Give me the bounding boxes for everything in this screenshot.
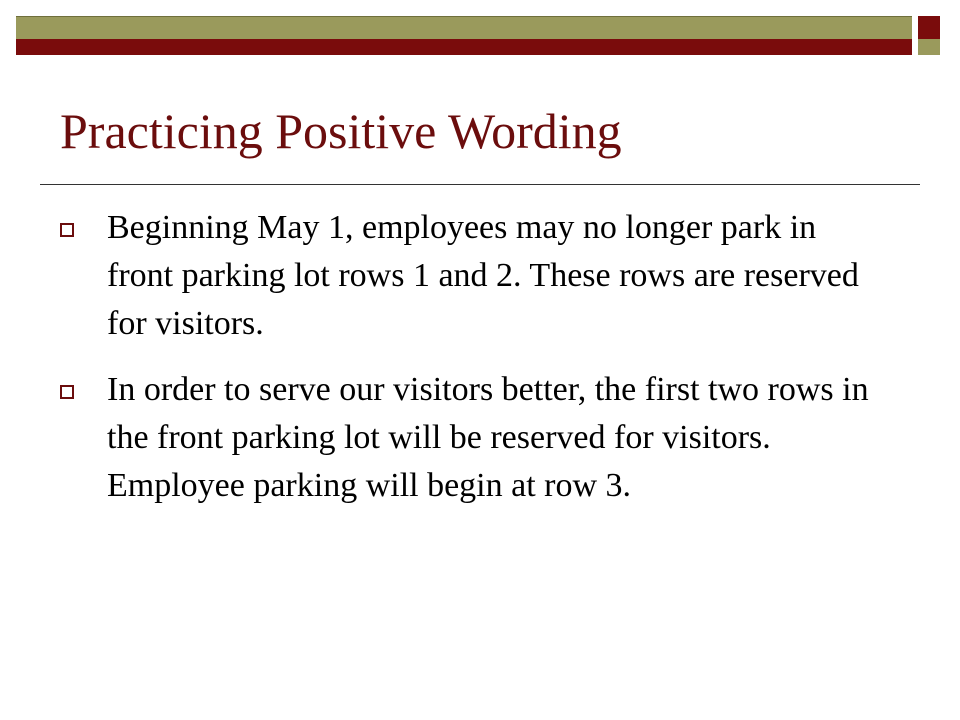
hollow-square-bullet-icon bbox=[60, 385, 74, 399]
bullet-text: In order to serve our visitors better, the first two rows in the front parking lot will be reserved for visitors. Employee parking will begin at row 3. bbox=[107, 371, 869, 504]
bullet-list bbox=[60, 204, 880, 528]
hollow-square-bullet-icon bbox=[60, 223, 74, 237]
title-divider bbox=[40, 184, 920, 185]
header-maroon-bar bbox=[16, 39, 912, 55]
header-corner-olive-block bbox=[918, 39, 940, 55]
bullet-item bbox=[60, 366, 880, 510]
bullet-item bbox=[60, 204, 880, 348]
slide-title: Practicing Positive Wording bbox=[60, 103, 622, 159]
header-olive-bar bbox=[16, 16, 912, 40]
header-corner-maroon-block bbox=[918, 16, 940, 39]
bullet-text: Beginning May 1, employees may no longer park in front parking lot rows 1 and 2. These rows are reserved for visitors. bbox=[107, 209, 859, 342]
